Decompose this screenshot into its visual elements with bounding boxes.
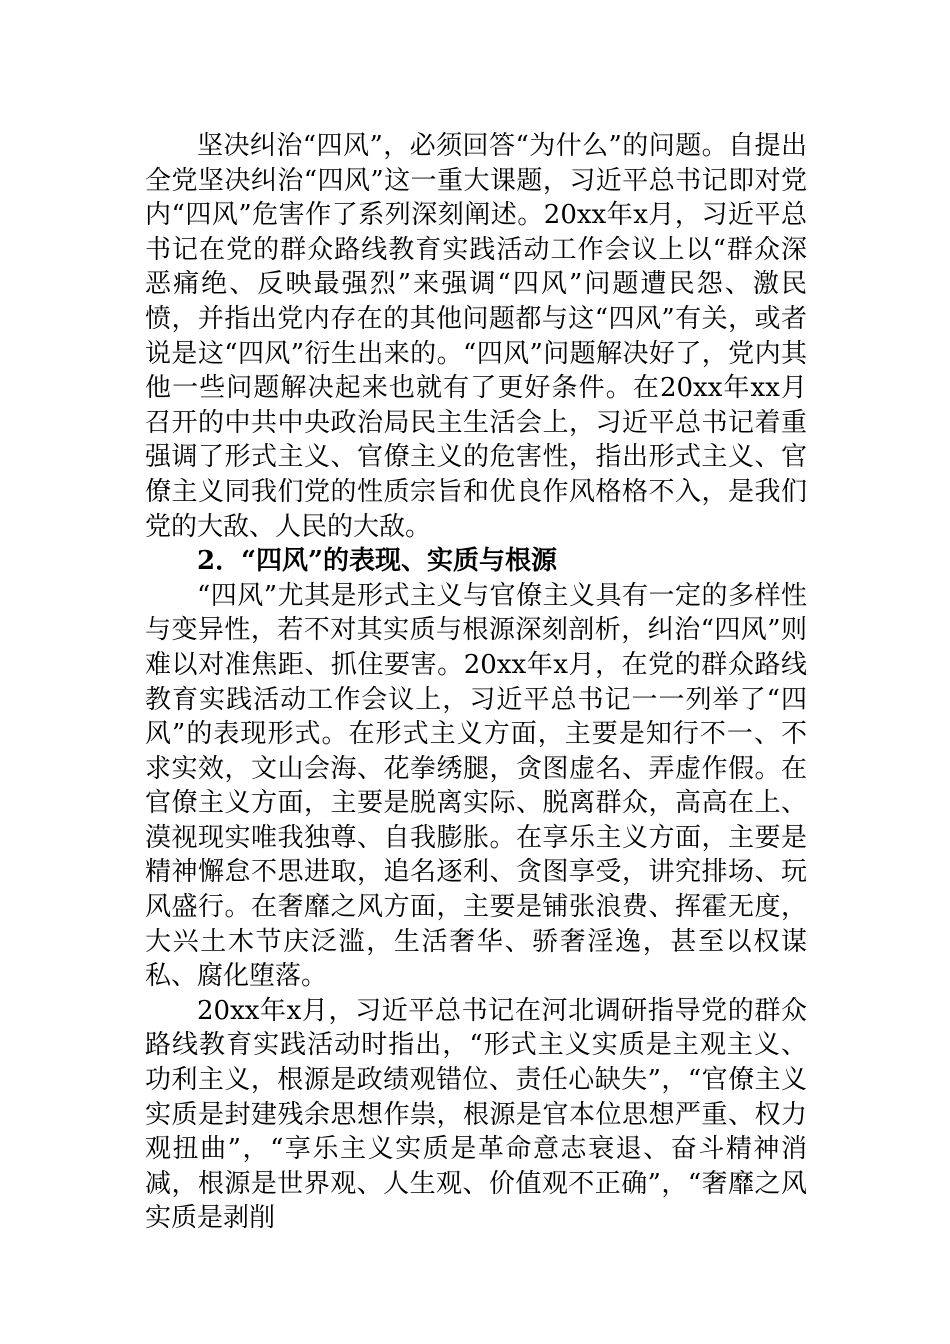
paragraph-harm-of-four-winds: 坚决纠治“四风”，必须回答“为什么”的问题。自提出全党坚决纠治“四风”这一重大课题，习近平总书记即对党内“四风”危害作了系列深刻阐述。20xx年x月，习近平总书记在党的群众路线教育实践活动工作会议上以“群众深恶痛绝、反映最强烈”来强调“四风”问题遭民怨、激民愤，并指出党内存在的其他问题都与这“四风”有关，或者说是这“四风”衍生出来的。“四风”问题解决好了，党内其他一些问题解决起来也就有了更好条件。在20xx年xx月召开的中共中央政治局民主生活会上，习近平总书记着重强调了形式主义、官僚主义的危害性，指出形式主义、官僚主义同我们党的性质宗旨和优良作风格格不入，是我们党的大敌、人民的大敌。 — [145, 131, 807, 542]
document-body — [145, 129, 807, 1236]
paragraph-essence-and-roots: 20xx年x月，习近平总书记在河北调研指导党的群众路线教育实践活动时指出，“形式主义实质是主观主义、功利主义，根源是政绩观错位、责任心缺失”，“官僚主义实质是封建残余思想作祟，根源是官本位思想严重、权力观扭曲”，“享乐主义实质是革命意志衰退、奋斗精神消减，根源是世界观、人生观、价值观不正确”，“奢靡之风实质是剥削 — [145, 995, 807, 1234]
paragraph-manifestations: “四风”尤其是形式主义与官僚主义具有一定的多样性与变异性，若不对其实质与根源深刻剖析，纠治“四风”则难以对准焦距、抓住要害。20xx年x月，在党的群众路线教育实践活动工作会议上，习近平总书记一一列举了“四风”的表现形式。在形式主义方面，主要是知行不一、不求实效，文山会海、花拳绣腿，贪图虚名、弄虚作假。在官僚主义方面，主要是脱离实际、脱离群众，高高在上、漠视现实唯我独尊、自我膨胀。在享乐主义方面，主要是精神懈怠不思进取，追名逐利、贪图享受，讲究排场、玩风盛行。在奢靡之风方面，主要是铺张浪费、挥霍无度，大兴土木节庆泛滥，生活奢华、骄奢淫逸，甚至以权谋私、腐化堕落。 — [145, 580, 807, 992]
section-heading-2: 2．“四风”的表现、实质与根源 — [197, 546, 558, 577]
